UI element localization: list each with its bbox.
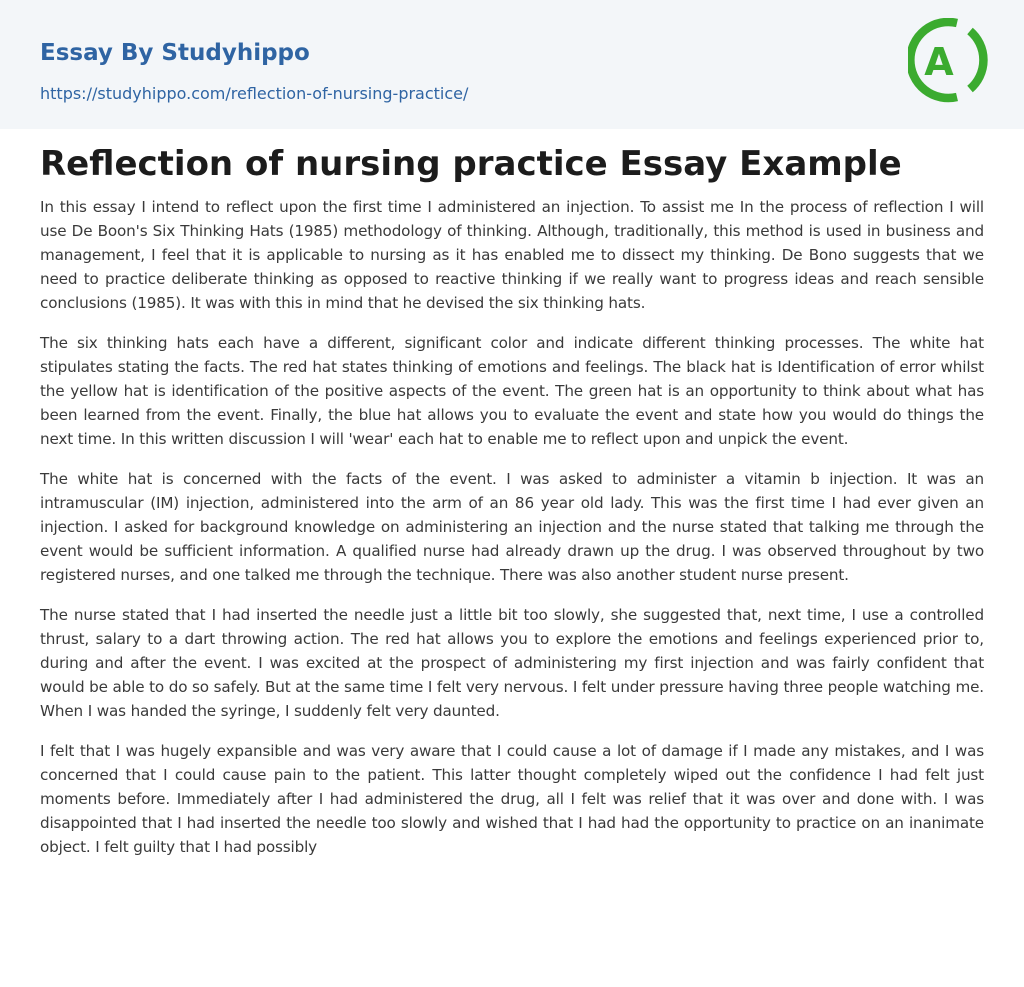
source-url-link[interactable]: https://studyhippo.com/reflection-of-nursing-practice/ [40, 84, 469, 103]
essay-paragraph: I felt that I was hugely expansible and was very aware that I could cause a lot of damage if I made any mistakes, and I was concerned that I could cause pain to the patient. This latter thought completely wiped out the confidence I had felt just moments before. Immediately after I had administered the drug, all I felt was relief that it was over and done with. I was disappointed that I had inserted the needle too slowly and wished that I had had the opportunity to practice on an inanimate object. I felt guilty that I had possibly [40, 742, 984, 856]
essay-paragraph: The white hat is concerned with the facts of the event. I was asked to administer a vitamin b injection. It was an intramuscular (IM) injection, administered into the arm of an 86 year old lady. This was the first time I had ever given an injection. I asked for background knowledge on administering an injection and the nurse stated that talking me through the event would be sufficient information. A qualified nurse had already drawn up the drug. I was observed throughout by two registered nurses, and one talked me through the technique. There was also another student nurse present. [40, 470, 984, 584]
essay-paragraph: The nurse stated that I had inserted the needle just a little bit too slowly, she suggested that, next time, I use a controlled thrust, salary to a dart throwing action. The red hat allows you to explore the emotions and feelings experienced prior to, during and after the event. I was excited at the prospect of administering my first injection and was fairly confident that would be able to do so safely. But at the same time I felt very nervous. I felt under pressure having three people watching me. When I was handed the syringe, I suddenly felt very daunted. [40, 606, 984, 720]
studyhippo-logo-icon[interactable] [908, 18, 988, 106]
essay-body [40, 195, 984, 875]
logo-letter: A [924, 40, 954, 84]
site-header [0, 0, 1024, 129]
page-title: Reflection of nursing practice Essay Example [40, 144, 902, 184]
site-title: Essay By Studyhippo [40, 40, 310, 66]
essay-paragraph: The six thinking hats each have a different, significant color and indicate different thinking processes. The white hat stipulates stating the facts. The red hat states thinking of emotions and feelings. The black hat is Identification of error whilst the yellow hat is identification of the positive aspects of the event. The green hat is an opportunity to think about what has been learned from the event. Finally, the blue hat allows you to evaluate the event and state how you would do things the next time. In this written discussion I will 'wear' each hat to enable me to reflect upon and unpick the event. [40, 334, 984, 448]
essay-paragraph: In this essay I intend to reflect upon the first time I administered an injection. To assist me In the process of reflection I will use De Boon's Six Thinking Hats (1985) methodology of thinking. Although, traditionally, this method is used in business and management, I feel that it is applicable to nursing as it has enabled me to dissect my thinking. De Bono suggests that we need to practice deliberate thinking as opposed to reactive thinking if we really want to progress ideas and reach sensible conclusions (1985). It was with this in mind that he devised the six thinking hats. [40, 198, 984, 312]
